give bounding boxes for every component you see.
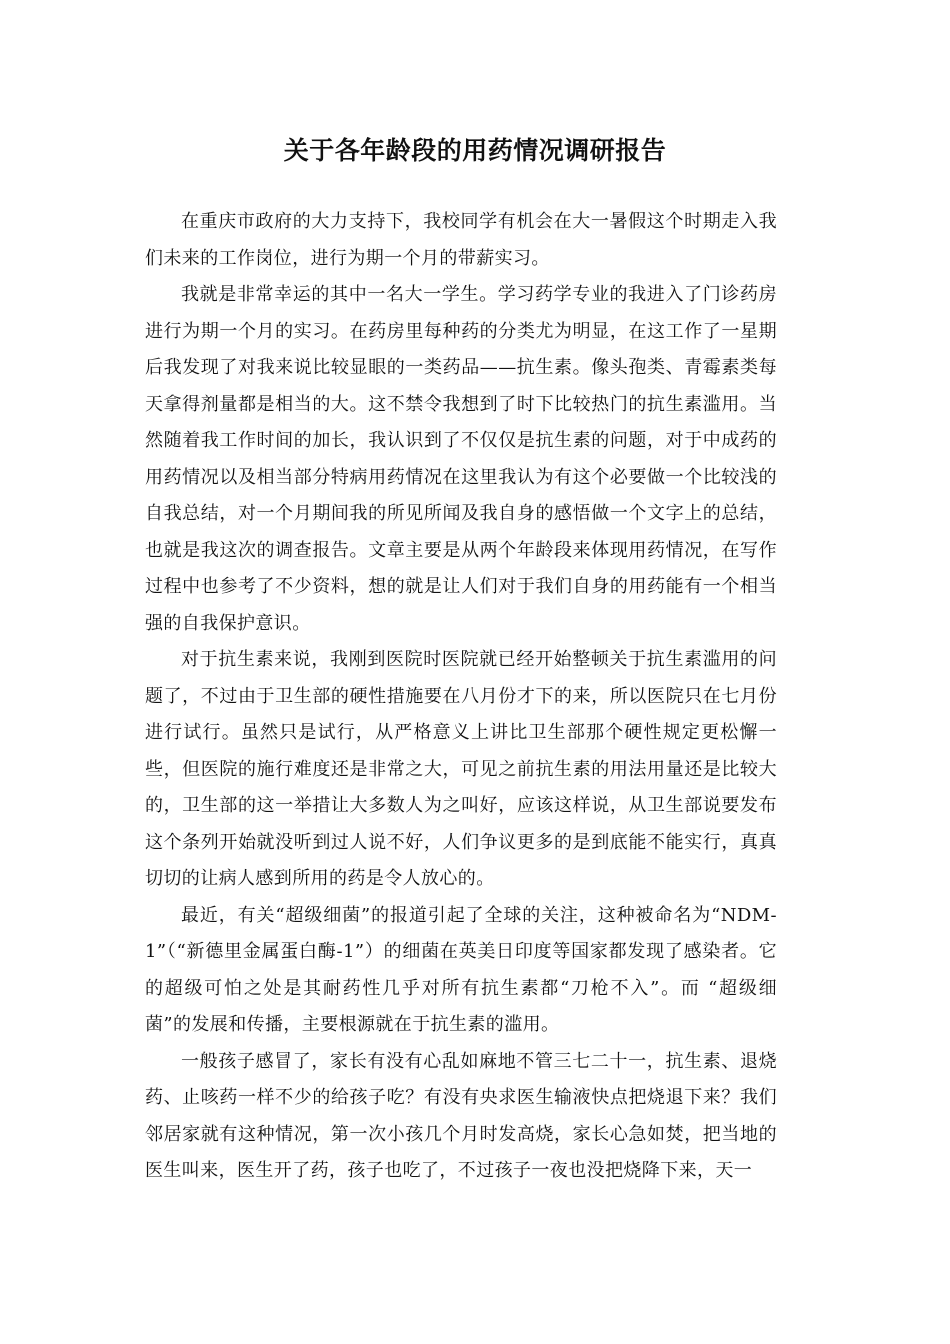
document-body [145, 204, 777, 1190]
document-title: 关于各年龄段的用药情况调研报告 [283, 136, 667, 165]
paragraph: 对于抗生素来说，我刚到医院时医院就已经开始整顿关于抗生素滥用的问题了，不过由于卫生部的硬性措施要在八月份才下的来，所以医院只在七月份进行试行。虽然只是试行，从严格意义上讲比卫生部那个硬性规定更松懈一些，但医院的施行难度还是非常之大，可见之前抗生素的用法用量还是比较大的，卫生部的这一举措让大多数人为之叫好，应该这样说，从卫生部说要发布这个条列开始就没听到过人说不好，人们争议更多的是到底能不能实行，真真切切的让病人感到所用的药是令人放心的。 [145, 649, 777, 889]
paragraph: 最近，有关“超级细菌”的报道引起了全球的关注，这种被命名为“NDM-1”（“新德里金属蛋白酶-1”）的细菌在英美日印度等国家都发现了感染者。它的超级可怕之处是其耐药性几乎对所有抗生素都“刀枪不入”。而 “超级细菌”的发展和传播，主要根源就在于抗生素的滥用。 [145, 904, 777, 1035]
paragraph: 我就是非常幸运的其中一名大一学生。学习药学专业的我进入了门诊药房进行为期一个月的实习。在药房里每种药的分类尤为明显，在这工作了一星期后我发现了对我来说比较显眼的一类药品——抗生素。像头孢类、青霉素类每天拿得剂量都是相当的大。这不禁令我想到了时下比较热门的抗生素滥用。当然随着我工作时间的加长，我认识到了不仅仅是抗生素的问题，对于中成药的用药情况以及相当部分特病用药情况在这里我认为有这个必要做一个比较浅的自我总结，对一个月期间我的所见所闻及我自身的感悟做一个文字上的总结，也就是我这次的调查报告。文章主要是从两个年龄段来体现用药情况，在写作过程中也参考了不少资料，想的就是让人们对于我们自身的用药能有一个相当强的自我保护意识。 [145, 284, 777, 634]
paragraph: 一般孩子感冒了，家长有没有心乱如麻地不管三七二十一，抗生素、退烧药、止咳药一样不少的给孩子吃？有没有央求医生输液快点把烧退下来？我们邻居家就有这种情况，第一次小孩几个月时发高烧，家长心急如焚，把当地的医生叫来，医生开了药，孩子也吃了，不过孩子一夜也没把烧降下来，天一 [145, 1050, 777, 1181]
paragraph: 在重庆市政府的大力支持下，我校同学有机会在大一暑假这个时期走入我们未来的工作岗位，进行为期一个月的带薪实习。 [145, 211, 777, 269]
